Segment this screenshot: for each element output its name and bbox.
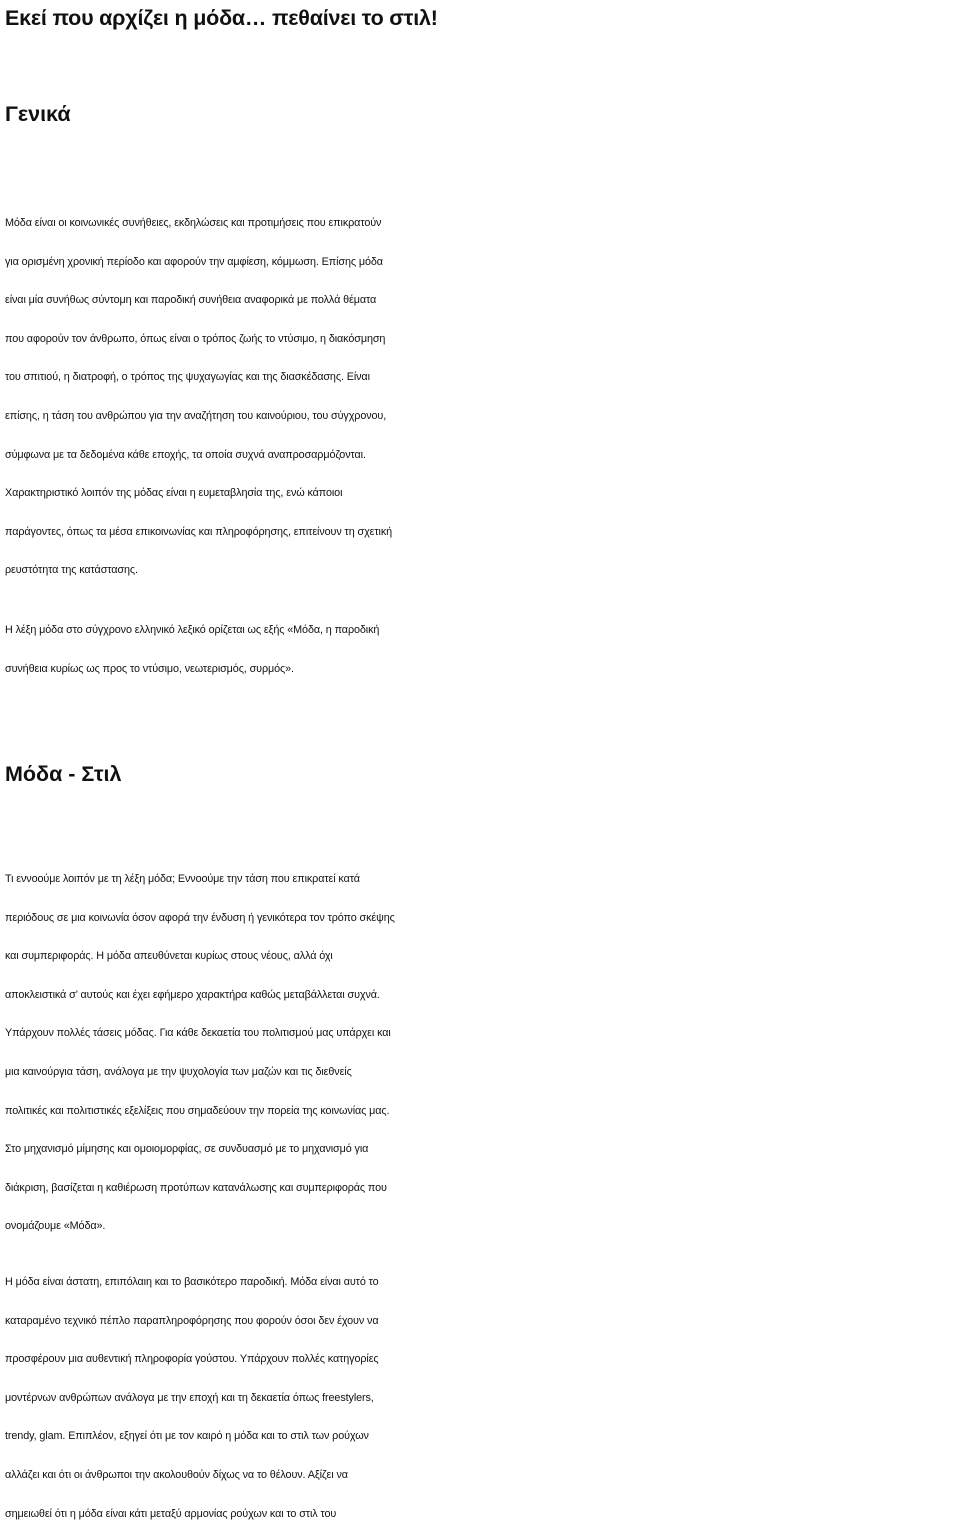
text-line: καταραμένο τεχνικό πέπλο παραπληροφόρησης που φορούν όσοι δεν έχουν να <box>5 1314 379 1327</box>
paragraph-fickle <box>5 1263 957 1533</box>
text-line: σύμφωνα με τα δεδομένα κάθε εποχής, τα οποία συχνά αναπροσαρμόζονται. <box>5 448 366 461</box>
text-line: ονομάζουμε «Μόδα». <box>5 1220 106 1233</box>
text-line: Τι εννοούμε λοιπόν με τη λέξη μόδα; Εννοούμε την τάση που επικρατεί κατά <box>5 873 360 885</box>
text-line: προσφέρουν μια αυθεντική πληροφορία γούστου. Υπάρχουν πολλές κατηγορίες <box>5 1353 379 1366</box>
text-line: αλλάζει και ότι οι άνθρωποι την ακολουθούν δίχως να το θέλουν. Αξίζει να <box>5 1468 348 1481</box>
text-line: συνήθεια κυρίως ως προς το ντύσιμο, νεωτερισμός, συρμός». <box>5 662 294 675</box>
text-line: Χαρακτηριστικό λοιπόν της μόδας είναι η ευμεταβλησία της, ενώ κάποιοι <box>5 487 343 500</box>
text-line: παράγοντες, όπως τα μέσα επικοινωνίας και πληροφόρησης, επιτείνουν τη σχετική <box>5 525 393 538</box>
text-line: και συμπεριφοράς. Η μόδα απευθύνεται κυρίως στους νέους, αλλά όχι <box>5 950 333 963</box>
text-line: αποκλειστικά σ’ αυτούς και έχει εφήμερο χαρακτήρα καθώς μεταβάλλεται συχνά. <box>5 988 380 1001</box>
text-line: για ορισμένη χρονική περίοδο και αφορούν την αμφίεση, κόμμωση. Επίσης μόδα <box>5 255 383 268</box>
text-line: Η μόδα είναι άστατη, επιπόλαιη και το βασικότερο παροδική. Μόδα είναι αυτό το <box>5 1276 379 1288</box>
text-line: Μόδα είναι οι κοινωνικές συνήθειες, εκδηλώσεις και προτιμήσεις που επικρατούν <box>5 217 382 229</box>
text-line: σημειωθεί ότι η μόδα είναι κάτι μεταξύ αρμονίας ρούχων και το στιλ του <box>5 1507 337 1520</box>
text-line: περιόδους σε μια κοινωνία όσον αφορά την ένδυση ή γενικότερα τον τρόπο σκέψης <box>5 911 395 924</box>
paragraph-meaning <box>5 860 957 1246</box>
text-line: διάκριση, βασίζεται η καθιέρωση προτύπων κατανάλωσης και συμπεριφοράς που <box>5 1181 387 1194</box>
text-line: Στο μηχανισμό μίμησης και ομοιομορφίας, σε συνδυασμό με το μηχανισμό για <box>5 1143 369 1156</box>
text-line: πολιτικές και πολιτιστικές εξελίξεις που σημαδεύουν την πορεία της κοινωνίας μας. <box>5 1104 390 1117</box>
text-line: μοντέρνων ανθρώπων ανάλογα με την εποχή και τη δεκαετία όπως freestylers, <box>5 1391 374 1404</box>
text-line: του σπιτιού, η διατροφή, ο τρόπος της ψυχαγωγίας και της διασκέδασης. Είναι <box>5 371 370 384</box>
document-title: Εκεί που αρχίζει η μόδα… πεθαίνει το στιλ! <box>5 6 438 30</box>
paragraph-dictionary <box>5 611 957 688</box>
section-heading-general: Γενικά <box>5 102 71 126</box>
text-line: Η λέξη μόδα στο σύγχρονο ελληνικό λεξικό ορίζεται ως εξής «Μόδα, η παροδική <box>5 624 380 636</box>
text-line: που αφορούν τον άνθρωπο, όπως είναι ο τρόπος ζωής το ντύσιμο, η διακόσμηση <box>5 332 386 345</box>
text-line: Υπάρχουν πολλές τάσεις μόδας. Για κάθε δεκαετία του πολιτισμού μας υπάρχει και <box>5 1027 391 1040</box>
text-line: είναι μία συνήθως σύντομη και παροδική συνήθεια αναφορικά με πολλά θέματα <box>5 294 377 307</box>
text-line: επίσης, η τάση του ανθρώπου για την αναζήτηση του καινούριου, του σύγχρονου, <box>5 409 387 422</box>
section-heading-fashion-style: Μόδα - Στιλ <box>5 762 122 786</box>
text-line: trendy, glam. Επιπλέον, εξηγεί ότι με τον καιρό η μόδα και το στιλ των ρούχων <box>5 1430 369 1443</box>
text-line: ρευστότητα της κατάστασης. <box>5 564 138 577</box>
paragraph-definition <box>5 204 957 590</box>
text-line: μια καινούργια τάση, ανάλογα με την ψυχολογία των μαζών και τις διεθνείς <box>5 1065 352 1078</box>
